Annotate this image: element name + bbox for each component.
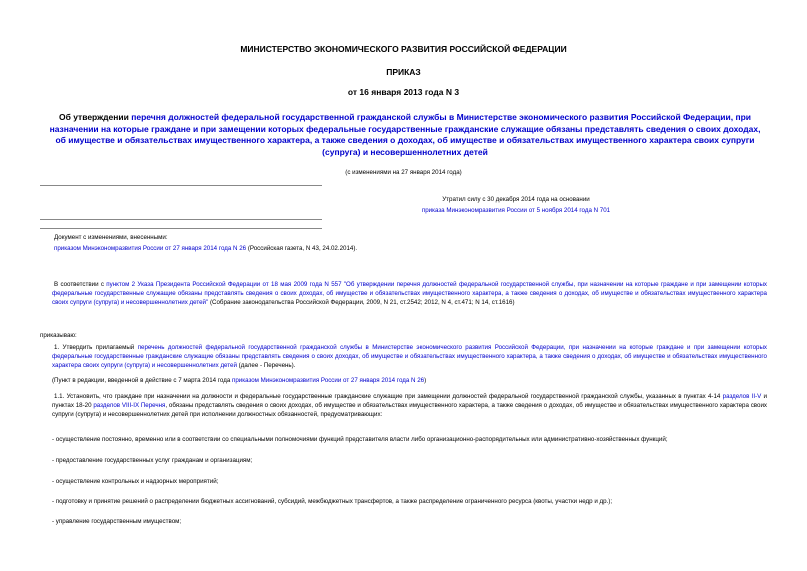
preamble-text: (Собрание законодательства Российской Федерации, 2009, N 21, ст.2542; 2012, N 4, ст.471; N 14, ст.1616) [208, 299, 515, 306]
list-link[interactable]: перечень должностей федеральной государственной гражданской службы в Министерстве экономического развития Российской Федерации, при назначении на которые граждане и при замещении которых федеральные государственные гражданские служащие обязаны представлять сведения о своих доходах, об имуществе и обязательствах имущественного характера, а также сведения о доходах, об имуществе и обязательствах имущественного характера своих супруги (супруга) и несовершеннолетних детей [52, 344, 767, 369]
preamble-text: В соответствии с [54, 281, 107, 288]
lost-force-note [316, 194, 716, 216]
bullet-item: - управление государственным имуществом; [52, 518, 182, 525]
note-prefix: (Пункт в редакции, введенной в действие с 7 марта 2014 года [52, 377, 232, 384]
item-1-1-text: , обязаны представлять сведения о своих доходах, об имуществе и обязательствах имущественного характера, а также сведения о доходах, об имуществе и обязательствах имущественного характера своих супруги (супруга) и несовершеннолетних детей при исполнении должностных обязанностей, предусматривающих: [52, 402, 767, 418]
lost-force-text: Утратил силу с 30 декабря 2014 года на основании [442, 196, 590, 203]
changes-link[interactable]: приказом Минэкономразвития России от 27 января 2014 года N 26 [54, 245, 247, 252]
item-1-prefix: 1. Утвердить прилагаемый [54, 344, 138, 351]
document-title [44, 112, 766, 158]
preamble-paragraph [52, 280, 767, 307]
divider [40, 219, 322, 220]
document-date: от 16 января 2013 года N 3 [347, 87, 460, 97]
order-word: приказываю: [40, 332, 77, 339]
sections-2-5-link[interactable]: разделов II-V [722, 393, 762, 400]
item-1-paragraph [52, 343, 767, 370]
item-1-1-paragraph [52, 392, 767, 419]
changes-label: Документ с изменениями, внесенными: [54, 234, 168, 241]
sections-8-9-link[interactable]: разделов VIII-IX Перечня [93, 402, 166, 409]
item-1-1-text: 1.1. Установить, что граждане при назначении на должности и федеральные государственные гражданские служащие при замещении должностей федеральной государственной гражданской службы, указанных в пунктах 4-14 [54, 393, 723, 400]
document-type: ПРИКАЗ [386, 67, 421, 77]
item-1-1-text: и пунктах 18-20 [52, 393, 767, 409]
item-1-note [52, 376, 426, 385]
changes-tail: (Российская газета, N 43, 24.02.2014). [246, 245, 358, 252]
bullet-item: - осуществление контрольных и надзорных мероприятий; [52, 478, 219, 485]
note-link[interactable]: приказом Минэкономразвития России от 27 января 2014 года N 26 [232, 377, 425, 384]
divider [40, 185, 322, 186]
amendments-note: (с изменениями на 27 января 2014 года) [345, 169, 462, 176]
changes-block [54, 232, 774, 254]
title-prefix: Об утверждении [58, 112, 129, 122]
item-1-suffix: (далее - Перечень). [236, 362, 296, 369]
bullet-item: - осуществление постоянно, временно или в соответствии со специальными полномочиями функций представителя власти либо организационно-распорядительных или административно-хозяйственных функций; [52, 436, 668, 443]
lost-force-link[interactable]: приказа Минэкономразвития России от 5 ноября 2014 года N 701 [421, 207, 611, 214]
note-suffix: ) [424, 377, 427, 384]
bullet-item: - подготовку и принятие решений о распределении бюджетных ассигнований, субсидий, межбюджетных трансфертов, а также распределение ограниченного ресурса (квоты, участки недр и др.); [52, 498, 613, 505]
ministry-heading: МИНИСТЕРСТВО ЭКОНОМИЧЕСКОГО РАЗВИТИЯ РОССИЙСКОЙ ФЕДЕРАЦИИ [240, 44, 567, 54]
changes-line [54, 243, 774, 254]
divider [40, 228, 322, 229]
decree-link[interactable]: пунктом 2 Указа Президента Российской Федерации от 18 мая 2009 года N 557 "Об утверждении перечня должностей федеральной государственной службы, при назначении на которые граждане и при замещении которых федеральные государственные служащие обязаны представлять сведения о своих доходах, об имуществе и обязательствах имущественного характера, а также сведения о доходах, об имуществе и обязательствах имущественного характера своих супруги (супруга) и несовершеннолетних детей" [52, 281, 768, 306]
title-link[interactable]: перечня должностей федеральной государственной гражданской службы в Министерстве экономического развития Российской Федерации, при назначении на которые граждане и при замещении которых федеральные государственные гражданские служащие обязаны представлять сведения о своих доходах, об имуществе и обязательствах имущественного характера, а также сведения о доходах, об имуществе и обязательствах имущественного характера своих супруги (супруга) и несовершеннолетних детей [49, 112, 761, 157]
bullet-item: - предоставление государственных услуг гражданам и организациям; [52, 457, 253, 464]
